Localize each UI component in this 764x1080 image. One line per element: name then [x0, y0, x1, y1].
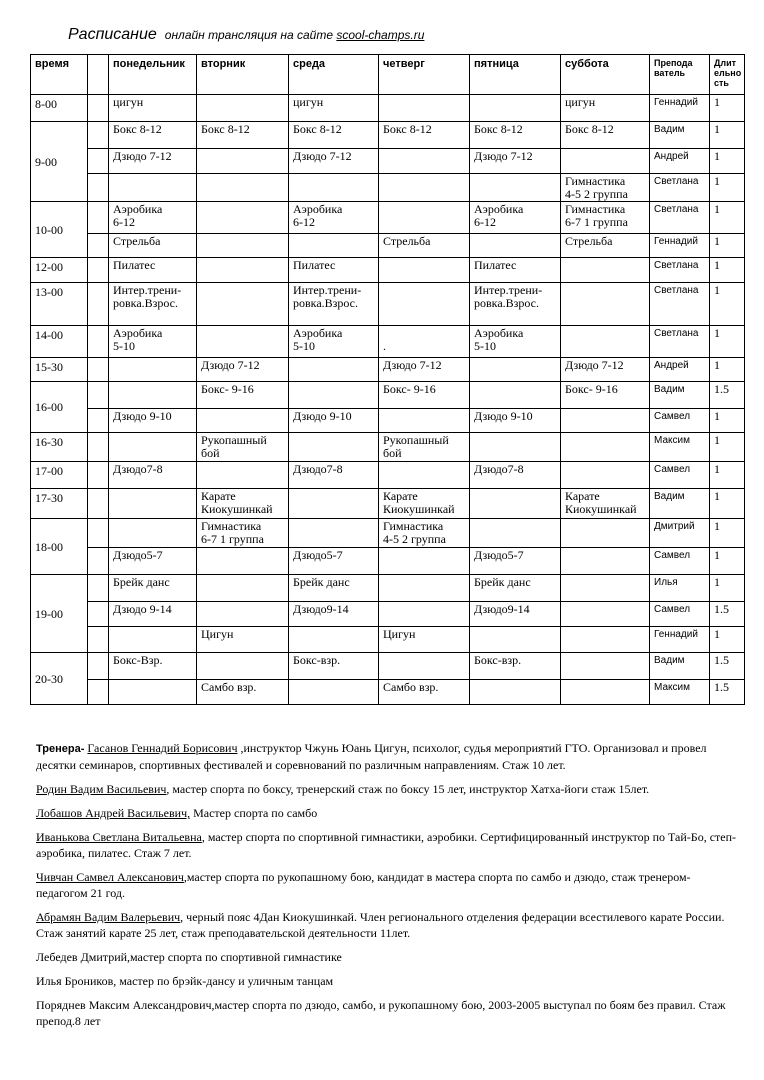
class-cell-wednesday: Пилатес — [289, 258, 379, 283]
class-cell-wednesday — [289, 433, 379, 462]
trainer-bio — [36, 829, 736, 861]
time-cell: 10-00 — [31, 202, 88, 258]
trainer-description: Лебедев Дмитрий,мастер спорта по спортивной гимнастике — [36, 950, 342, 964]
class-cell-blank — [88, 174, 109, 202]
duration-cell: 1.5 — [710, 602, 745, 627]
class-cell-monday: Бокс 8-12 — [109, 122, 197, 149]
schedule-row — [31, 680, 745, 705]
header-trainer: Препода ватель — [650, 55, 710, 95]
class-cell-tuesday — [197, 548, 289, 575]
class-cell-wednesday — [289, 382, 379, 409]
trainer-bio — [36, 949, 736, 965]
page-title: Расписание — [68, 26, 157, 43]
schedule-table — [30, 54, 745, 705]
class-cell-friday: Брейк данс — [470, 575, 561, 602]
duration-cell: 1.5 — [710, 653, 745, 680]
duration-cell: 1 — [710, 174, 745, 202]
class-cell-wednesday: Бокс 8-12 — [289, 122, 379, 149]
trainer-name: Абрамян Вадим Валерьевич — [36, 910, 181, 924]
duration-cell: 1 — [710, 548, 745, 575]
duration-cell: 1 — [710, 489, 745, 519]
class-cell-monday: Бокс-Взр. — [109, 653, 197, 680]
class-cell-thursday — [379, 202, 470, 234]
class-cell-friday — [470, 234, 561, 258]
class-cell-thursday: Карате Киокушинкай — [379, 489, 470, 519]
duration-cell: 1 — [710, 122, 745, 149]
class-cell-blank — [88, 627, 109, 653]
class-cell-friday — [470, 433, 561, 462]
trainer-description: , мастер спорта по спортивной гимнастики, аэробики. Сертифицированный инструктор по Тай-Бо, степ-аэробика, пилатес. Стаж 7 лет. — [36, 830, 737, 860]
trainer-cell: Геннадий — [650, 234, 710, 258]
trainer-cell: Геннадий — [650, 627, 710, 653]
class-cell-tuesday: Самбо взр. — [197, 680, 289, 705]
class-cell-monday: Пилатес — [109, 258, 197, 283]
class-cell-thursday — [379, 575, 470, 602]
class-cell-wednesday — [289, 519, 379, 548]
class-cell-thursday: Бокс- 9-16 — [379, 382, 470, 409]
class-cell-tuesday — [197, 462, 289, 489]
time-cell: 18-00 — [31, 519, 88, 575]
class-cell-wednesday: Дзюдо 7-12 — [289, 149, 379, 174]
class-cell-friday: Дзюдо5-7 — [470, 548, 561, 575]
class-cell-friday — [470, 519, 561, 548]
class-cell-saturday: Гимнастика 4-5 2 группа — [561, 174, 650, 202]
schedule-row — [31, 462, 745, 489]
class-cell-blank — [88, 149, 109, 174]
class-cell-friday: Дзюдо 9-10 — [470, 409, 561, 433]
trainer-name: Иванькова Светлана Витальевна — [36, 830, 202, 844]
time-cell: 14-00 — [31, 326, 88, 358]
schedule-row — [31, 519, 745, 548]
class-cell-monday: цигун — [109, 95, 197, 122]
class-cell-monday — [109, 358, 197, 382]
time-cell: 13-00 — [31, 283, 88, 326]
class-cell-tuesday: Дзюдо 7-12 — [197, 358, 289, 382]
class-cell-blank — [88, 575, 109, 602]
duration-cell: 1 — [710, 149, 745, 174]
class-cell-tuesday — [197, 234, 289, 258]
duration-cell: 1 — [710, 462, 745, 489]
duration-cell: 1 — [710, 358, 745, 382]
class-cell-saturday — [561, 548, 650, 575]
class-cell-friday — [470, 95, 561, 122]
class-cell-thursday: Стрельба — [379, 234, 470, 258]
trainer-cell: Светлана — [650, 283, 710, 326]
trainer-name: Гасанов Геннадий Борисович — [87, 741, 238, 755]
header-monday: понедельник — [109, 55, 197, 95]
duration-cell: 1.5 — [710, 680, 745, 705]
class-cell-friday — [470, 174, 561, 202]
schedule-row — [31, 627, 745, 653]
class-cell-saturday — [561, 433, 650, 462]
trainer-cell: Вадим — [650, 489, 710, 519]
class-cell-tuesday: Цигун — [197, 627, 289, 653]
time-cell: 9-00 — [31, 122, 88, 202]
class-cell-blank — [88, 95, 109, 122]
subtitle-text: онлайн трансляция на сайте — [164, 28, 334, 42]
class-cell-saturday — [561, 462, 650, 489]
class-cell-blank — [88, 326, 109, 358]
class-cell-blank — [88, 234, 109, 258]
trainer-description: Пoряднев Максим Александрович,мастер спорта по дзюдо, самбо, и рукопашному бою, 2003-2005 выступал по боям без правил. Стаж препод.8 лет — [36, 998, 726, 1028]
class-cell-monday: Дзюдо5-7 — [109, 548, 197, 575]
class-cell-monday: Дзюдо 9-10 — [109, 409, 197, 433]
class-cell-wednesday: Брейк данс — [289, 575, 379, 602]
class-cell-monday: Дзюдо7-8 — [109, 462, 197, 489]
class-cell-friday: Дзюдо 7-12 — [470, 149, 561, 174]
trainer-description: , мастер спорта по боксу, тренерский стаж по боксу 15 лет, инструктор Хатха-йоги стаж 15лет. — [166, 782, 650, 796]
trainer-bio — [36, 869, 736, 901]
schedule-body — [31, 95, 745, 705]
duration-cell: 1 — [710, 627, 745, 653]
class-cell-wednesday: Интер.трени- ровка.Взрос. — [289, 283, 379, 326]
schedule-row — [31, 358, 745, 382]
class-cell-blank — [88, 489, 109, 519]
time-cell: 19-00 — [31, 575, 88, 653]
trainer-bio — [36, 997, 736, 1029]
time-cell: 16-30 — [31, 433, 88, 462]
class-cell-thursday — [379, 653, 470, 680]
trainer-cell: Вадим — [650, 653, 710, 680]
class-cell-saturday — [561, 575, 650, 602]
class-cell-thursday: . — [379, 326, 470, 358]
class-cell-monday: Дзюдо 7-12 — [109, 149, 197, 174]
trainer-cell: Светлана — [650, 258, 710, 283]
class-cell-thursday — [379, 462, 470, 489]
duration-cell: 1 — [710, 326, 745, 358]
class-cell-friday: Дзюдо7-8 — [470, 462, 561, 489]
class-cell-tuesday — [197, 283, 289, 326]
class-cell-friday: Дзюдо9-14 — [470, 602, 561, 627]
duration-cell: 1 — [710, 575, 745, 602]
class-cell-monday: Дзюдо 9-14 — [109, 602, 197, 627]
class-cell-blank — [88, 122, 109, 149]
header-blank — [88, 55, 109, 95]
class-cell-wednesday: Дзюдо9-14 — [289, 602, 379, 627]
trainer-cell: Максим — [650, 680, 710, 705]
class-cell-friday — [470, 382, 561, 409]
class-cell-wednesday — [289, 358, 379, 382]
class-cell-tuesday — [197, 602, 289, 627]
class-cell-friday: Интер.трени- ровка.Взрос. — [470, 283, 561, 326]
class-cell-tuesday: Карате Киокушинкай — [197, 489, 289, 519]
class-cell-thursday — [379, 174, 470, 202]
trainer-cell: Дмитрий — [650, 519, 710, 548]
time-cell: 17-00 — [31, 462, 88, 489]
schedule-row — [31, 602, 745, 627]
class-cell-tuesday: Гимнастика 6-7 1 группа — [197, 519, 289, 548]
duration-cell: 1 — [710, 519, 745, 548]
trainers-section — [36, 740, 736, 1029]
class-cell-tuesday: Бокс- 9-16 — [197, 382, 289, 409]
class-cell-friday — [470, 489, 561, 519]
class-cell-blank — [88, 653, 109, 680]
schedule-row — [31, 548, 745, 575]
class-cell-saturday — [561, 627, 650, 653]
trainer-description: Илья Броников, мастер по брэйк-дансу и уличным танцам — [36, 974, 334, 988]
class-cell-wednesday: Аэробика 6-12 — [289, 202, 379, 234]
class-cell-wednesday — [289, 627, 379, 653]
trainer-description: ,инструктор Чжунь Юань Цигун, психолог, судья мероприятий ГТО. Организовал и провел десятки семинаров, спортивных фестивалей и соревнований по различным направлениям. Стаж 10 лет. — [36, 741, 707, 772]
class-cell-tuesday — [197, 149, 289, 174]
class-cell-thursday: Рукопашный бой — [379, 433, 470, 462]
class-cell-friday — [470, 627, 561, 653]
duration-cell: 1.5 — [710, 382, 745, 409]
page-header — [68, 26, 424, 44]
class-cell-tuesday — [197, 258, 289, 283]
duration-cell: 1 — [710, 234, 745, 258]
trainer-description: , черный пояс 4Дан Киокушинкай. Член регионального отделения федерации всестилевого карате России. Стаж занятий карате 25 лет, стаж преподавательской деятельности 11лет. — [36, 910, 725, 940]
trainer-name: Чивчан Самвел Алексанович — [36, 870, 184, 884]
class-cell-thursday — [379, 95, 470, 122]
class-cell-saturday: Бокс- 9-16 — [561, 382, 650, 409]
class-cell-saturday — [561, 680, 650, 705]
class-cell-monday: Аэробика 5-10 — [109, 326, 197, 358]
class-cell-blank — [88, 433, 109, 462]
class-cell-blank — [88, 409, 109, 433]
trainer-bio — [36, 805, 736, 821]
class-cell-monday — [109, 382, 197, 409]
class-cell-thursday — [379, 283, 470, 326]
time-cell: 16-00 — [31, 382, 88, 433]
class-cell-blank — [88, 680, 109, 705]
class-cell-blank — [88, 382, 109, 409]
schedule-row — [31, 258, 745, 283]
schedule-row — [31, 433, 745, 462]
duration-cell: 1 — [710, 283, 745, 326]
trainer-cell: Самвел — [650, 462, 710, 489]
class-cell-tuesday — [197, 326, 289, 358]
schedule-row — [31, 234, 745, 258]
class-cell-blank — [88, 283, 109, 326]
header-wednesday: среда — [289, 55, 379, 95]
class-cell-tuesday — [197, 575, 289, 602]
class-cell-blank — [88, 519, 109, 548]
class-cell-saturday: Дзюдо 7-12 — [561, 358, 650, 382]
class-cell-saturday: Гимнастика 6-7 1 группа — [561, 202, 650, 234]
trainer-cell: Андрей — [650, 358, 710, 382]
duration-cell: 1 — [710, 95, 745, 122]
class-cell-saturday — [561, 653, 650, 680]
class-cell-friday — [470, 680, 561, 705]
trainer-name: Родин Вадим Васильевич — [36, 782, 167, 796]
class-cell-thursday: Самбо взр. — [379, 680, 470, 705]
schedule-row — [31, 174, 745, 202]
header-friday: пятница — [470, 55, 561, 95]
class-cell-wednesday: Дзюдо 9-10 — [289, 409, 379, 433]
trainer-name: Лобашов Андрей Васильевич, — [36, 806, 191, 820]
header-tuesday: вторник — [197, 55, 289, 95]
schedule-row — [31, 326, 745, 358]
class-cell-thursday — [379, 149, 470, 174]
class-cell-thursday: Гимнастика 4-5 2 группа — [379, 519, 470, 548]
class-cell-blank — [88, 548, 109, 575]
class-cell-monday — [109, 489, 197, 519]
class-cell-wednesday: Дзюдо5-7 — [289, 548, 379, 575]
trainer-cell: Самвел — [650, 409, 710, 433]
class-cell-blank — [88, 258, 109, 283]
class-cell-monday — [109, 519, 197, 548]
schedule-row — [31, 653, 745, 680]
schedule-row — [31, 489, 745, 519]
schedule-row — [31, 122, 745, 149]
schedule-row — [31, 283, 745, 326]
trainer-cell: Светлана — [650, 174, 710, 202]
time-cell: 12-00 — [31, 258, 88, 283]
class-cell-tuesday — [197, 202, 289, 234]
class-cell-thursday — [379, 258, 470, 283]
trainer-description: ,мастер спорта по рукопашному бою, кандидат в мастера спорта по самбо и дзюдо, стаж тренером-педагогом 21 год. — [36, 870, 691, 900]
class-cell-saturday: цигун — [561, 95, 650, 122]
class-cell-tuesday — [197, 409, 289, 433]
class-cell-friday: Аэробика 5-10 — [470, 326, 561, 358]
class-cell-blank — [88, 358, 109, 382]
trainer-bio — [36, 909, 736, 941]
header-time: время — [31, 55, 88, 95]
class-cell-monday: Интер.трени- ровка.Взрос. — [109, 283, 197, 326]
class-cell-monday — [109, 627, 197, 653]
class-cell-wednesday — [289, 489, 379, 519]
time-cell: 15-30 — [31, 358, 88, 382]
class-cell-monday: Аэробика 6-12 — [109, 202, 197, 234]
class-cell-tuesday — [197, 174, 289, 202]
class-cell-saturday — [561, 602, 650, 627]
duration-cell: 1 — [710, 202, 745, 234]
trainer-cell: Илья — [650, 575, 710, 602]
trainer-bio — [36, 973, 736, 989]
trainer-cell: Андрей — [650, 149, 710, 174]
class-cell-monday: Стрельба — [109, 234, 197, 258]
class-cell-thursday: Дзюдо 7-12 — [379, 358, 470, 382]
class-cell-wednesday: цигун — [289, 95, 379, 122]
class-cell-thursday — [379, 602, 470, 627]
class-cell-saturday: Бокс 8-12 — [561, 122, 650, 149]
table-header-row — [31, 55, 745, 95]
class-cell-wednesday — [289, 680, 379, 705]
trainer-cell: Максим — [650, 433, 710, 462]
class-cell-wednesday: Дзюдо7-8 — [289, 462, 379, 489]
class-cell-tuesday — [197, 95, 289, 122]
schedule-row — [31, 95, 745, 122]
class-cell-monday — [109, 174, 197, 202]
schedule-row — [31, 149, 745, 174]
class-cell-monday — [109, 433, 197, 462]
trainer-cell: Самвел — [650, 548, 710, 575]
class-cell-wednesday: Аэробика 5-10 — [289, 326, 379, 358]
header-duration: Длит ельно сть — [710, 55, 745, 95]
time-cell: 8-00 — [31, 95, 88, 122]
class-cell-blank — [88, 202, 109, 234]
schedule-row — [31, 382, 745, 409]
site-link[interactable]: scool-champs.ru — [336, 28, 425, 42]
trainers-label: Тренера- — [36, 743, 85, 755]
trainer-description: Мастер спорта по самбо — [190, 806, 318, 820]
trainer-cell: Светлана — [650, 202, 710, 234]
class-cell-tuesday — [197, 653, 289, 680]
schedule-row — [31, 409, 745, 433]
class-cell-thursday — [379, 409, 470, 433]
class-cell-thursday: Бокс 8-12 — [379, 122, 470, 149]
time-cell: 17-30 — [31, 489, 88, 519]
class-cell-friday — [470, 358, 561, 382]
trainer-cell: Самвел — [650, 602, 710, 627]
class-cell-wednesday: Бокс-взр. — [289, 653, 379, 680]
class-cell-saturday — [561, 258, 650, 283]
class-cell-saturday: Карате Киокушинкай — [561, 489, 650, 519]
time-cell: 20-30 — [31, 653, 88, 705]
class-cell-monday — [109, 680, 197, 705]
class-cell-friday: Бокс 8-12 — [470, 122, 561, 149]
schedule-row — [31, 202, 745, 234]
class-cell-thursday — [379, 548, 470, 575]
class-cell-friday: Пилатес — [470, 258, 561, 283]
class-cell-thursday: Цигун — [379, 627, 470, 653]
duration-cell: 1 — [710, 409, 745, 433]
trainer-bio — [36, 740, 736, 773]
class-cell-saturday — [561, 149, 650, 174]
class-cell-tuesday: Бокс 8-12 — [197, 122, 289, 149]
class-cell-wednesday — [289, 234, 379, 258]
trainer-cell: Светлана — [650, 326, 710, 358]
class-cell-monday: Брейк данс — [109, 575, 197, 602]
schedule-row — [31, 575, 745, 602]
trainer-bio — [36, 781, 736, 797]
class-cell-blank — [88, 602, 109, 627]
page-subtitle — [165, 28, 425, 42]
header-saturday: суббота — [561, 55, 650, 95]
class-cell-friday: Аэробика 6-12 — [470, 202, 561, 234]
class-cell-saturday — [561, 283, 650, 326]
class-cell-saturday — [561, 519, 650, 548]
header-thursday: четверг — [379, 55, 470, 95]
class-cell-saturday — [561, 326, 650, 358]
duration-cell: 1 — [710, 433, 745, 462]
trainer-cell: Вадим — [650, 382, 710, 409]
class-cell-saturday — [561, 409, 650, 433]
class-cell-wednesday — [289, 174, 379, 202]
duration-cell: 1 — [710, 258, 745, 283]
class-cell-friday: Бокс-взр. — [470, 653, 561, 680]
class-cell-blank — [88, 462, 109, 489]
class-cell-tuesday: Рукопашный бой — [197, 433, 289, 462]
trainer-cell: Вадим — [650, 122, 710, 149]
trainer-cell: Геннадий — [650, 95, 710, 122]
class-cell-saturday: Стрельба — [561, 234, 650, 258]
